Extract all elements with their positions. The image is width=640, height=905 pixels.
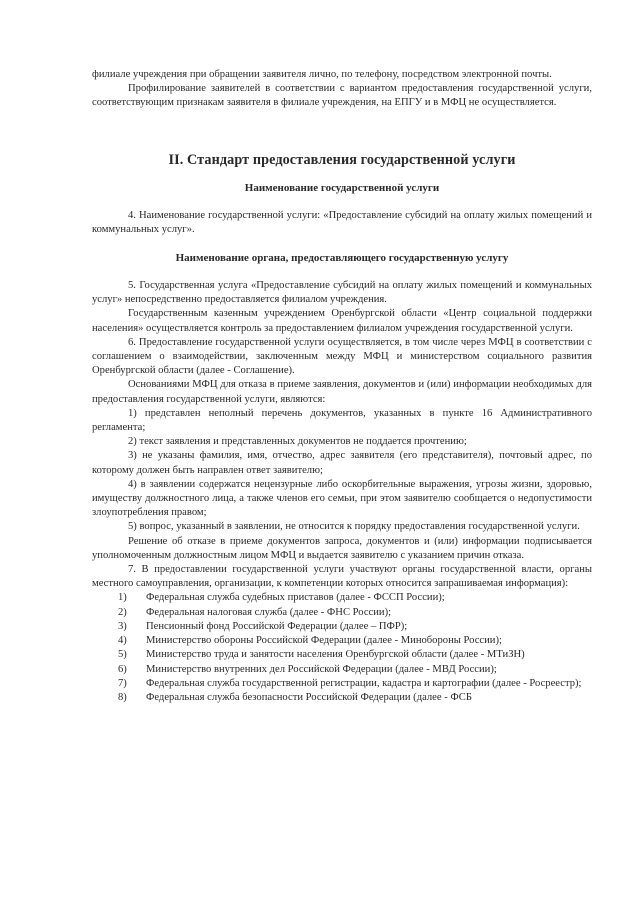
list-item xyxy=(92,677,592,691)
list-item xyxy=(92,648,592,662)
paragraph-6: 6. Предоставление государственной услуги осуществляется, в том числе через МФЦ в соответствии с соглашением о взаимодействии, заключенным между МФЦ и министерством социального развития Оренбургской области (далее - Соглашение). xyxy=(92,336,592,377)
list-item xyxy=(92,691,592,705)
subheading-provider: Наименование органа, предоставляющего государственную услугу xyxy=(175,252,509,265)
reason-item-2: 2) текст заявления и представленных документов не поддается прочтению; xyxy=(128,436,467,448)
list-item-text: Федеральная налоговая служба (далее - ФНС России); xyxy=(146,606,392,618)
list-item-number: 1) xyxy=(118,592,127,604)
list-item xyxy=(92,663,592,677)
paragraph-5b: Государственным казенным учреждением Оренбургской области «Центр социальной поддержки населения» осуществляется контроль за предоставлением филиалом учреждения государственной услуги. xyxy=(92,308,592,334)
paragraph-7: 7. В предоставлении государственной услуги участвуют органы государственной власти, органы местного самоуправления, организации, к компетенции которых относится запрашиваемая информация): xyxy=(92,564,592,590)
paragraph-intro-1: филиале учреждения при обращении заявителя лично, по телефону, посредством электронной почты. xyxy=(92,69,552,80)
document-body xyxy=(92,68,592,705)
paragraph-5: 5. Государственная услуга «Предоставление субсидий на оплату жилых помещений и коммунальных услуг» непосредственно предоставляется филиалом учреждения. xyxy=(92,280,592,306)
list-item-text: Министерство внутренних дел Российской Федерации (далее - МВД России); xyxy=(146,663,497,675)
list-item xyxy=(92,591,592,605)
list-item-number: 5) xyxy=(118,649,127,661)
paragraph-4: 4. Наименование государственной услуги: «Предоставление субсидий на оплату жилых помещений и коммунальных услуг». xyxy=(92,209,592,235)
list-item-number: 8) xyxy=(118,691,127,703)
list-item-number: 4) xyxy=(118,635,127,647)
list-item-text: Федеральная служба судебных приставов (далее - ФССП России); xyxy=(146,592,445,604)
list-item-number: 2) xyxy=(118,606,127,618)
paragraph-6b: Основаниями МФЦ для отказа в приеме заявления, документов и (или) информации необходимых для предоставления государственной услуги, являются: xyxy=(92,379,592,405)
list-item xyxy=(92,620,592,634)
bodies-list xyxy=(92,591,592,705)
subheading-service-name: Наименование государственной услуги xyxy=(244,181,440,194)
list-item-text: Федеральная служба государственной регистрации, кадастра и картографии (далее - Росреестр); xyxy=(146,677,582,689)
paragraph-6c: Решение об отказе в приеме документов запроса, документов и (или) информации подписывается уполномоченным должностным лицом МФЦ и выдается заявителю с указанием причин отказа. xyxy=(92,535,592,561)
list-item-text: Пенсионный фонд Российской Федерации (далее – ПФР); xyxy=(146,620,408,632)
list-item-number: 7) xyxy=(118,677,127,689)
list-item-text: Министерство труда и занятости населения Оренбургской области (далее - МТиЗН) xyxy=(146,649,525,661)
list-item-text: Министерство обороны Российской Федерации (далее - Минобороны России); xyxy=(146,635,502,647)
list-item-text: Федеральная служба безопасности Российской Федерации (далее - ФСБ xyxy=(146,691,472,703)
list-item xyxy=(92,634,592,648)
list-item-number: 6) xyxy=(118,663,127,675)
list-item-number: 3) xyxy=(118,620,127,632)
reason-item-3: 3) не указаны фамилия, имя, отчество, адрес заявителя (его представителя), почтовый адрес, по которому должен быть направлен ответ заявителю; xyxy=(92,450,592,476)
section-title: II. Стандарт предоставления государственной услуги xyxy=(168,151,516,168)
list-item xyxy=(92,606,592,620)
reason-item-1: 1) представлен неполный перечень документов, указанных в пункте 16 Административного регламента; xyxy=(92,407,592,434)
reason-item-4: 4) в заявлении содержатся нецензурные либо оскорбительные выражения, угрозы жизни, здоровью, имуществу должностного лица, а также членов его семьи, при этом заявителю сообщается о недопустимости злоупотребления правом; xyxy=(92,478,592,519)
reason-item-5: 5) вопрос, указанный в заявлении, не относится к порядку предоставления государственной услуги. xyxy=(128,521,580,533)
paragraph-intro-2: Профилирование заявителей в соответствии с вариантом предоставления государственной услуги, соответствующим признакам заявителя в филиале учреждения, на ЕПГУ и в МФЦ не осуществляется. xyxy=(92,83,592,109)
